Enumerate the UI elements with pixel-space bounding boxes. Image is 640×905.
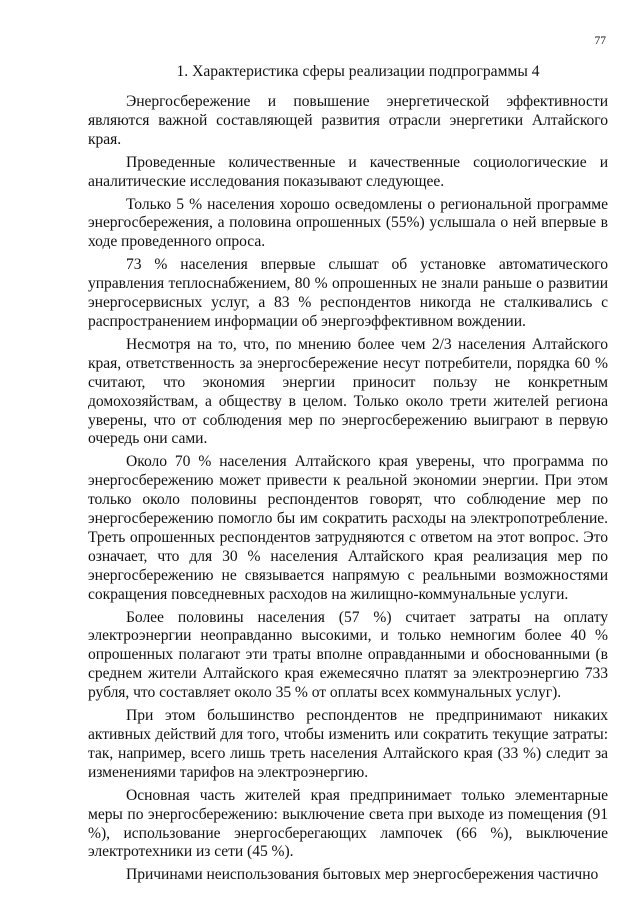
section-heading: 1. Характеристика сферы реализации подпрограммы 4 [176, 63, 540, 80]
page-number: 77 [594, 35, 606, 47]
paragraph: Энергосбережение и повышение энергетической эффективности являются важной составляющей развития отрасли энергетики Алтайского края. [88, 93, 608, 148]
paragraph: Несмотря на то, что, по мнению более чем 2/3 населения Алтайского края, ответственность за энергосбережение несут потребители, порядка 60 % считают, что экономия энергии приносит пользу не конкретным домохозяйствам, а обществу в целом. Только около трети жителей региона уверены, что от соблюдения мер по энергосбережению выиграют в первую очередь они сами. [88, 335, 608, 448]
document-body [88, 62, 608, 889]
paragraph: 73 % населения впервые слышат об установке автоматического управления теплоснабжением, 80 % опрошенных не знали раньше о развитии энергосервисных услуг, а 83 % респондентов никогда не сталкивались с распространением информации об энергоэффективном вождении. [88, 256, 608, 330]
paragraph: Проведенные количественные и качественные социологические и аналитические исследования показывают следующее. [88, 153, 608, 190]
paragraph: Основная часть жителей края предпринимает только элементарные меры по энергосбережению: выключение света при выходе из помещения (91 %), использование энергосберегающих лампочек (66 %), выключение электротехники из сети (45 %). [88, 786, 608, 861]
paragraph: Более половины населения (57 %) считает затраты на оплату электроэнергии неоправданно высокими, и только немногим более 40 % опрошенных полагают эти траты вполне оправданными и обоснованными (в среднем жители Алтайского края ежемесячно платят за электроэнергию 733 рубля, что составляет около 35 % от оплаты всех коммунальных услуг). [88, 608, 608, 702]
paragraph: Причинами неиспользования бытовых мер энергосбережения частично [126, 866, 599, 884]
paragraph: При этом большинство респондентов не предпринимают никаких активных действий для того, чтобы изменить или сократить текущие затраты: так, например, всего лишь треть населения Алтайского края (33 %) следит за изменениями тарифов на электроэнергию. [88, 707, 608, 781]
paragraph: Только 5 % населения хорошо осведомлены о региональной программе энергосбережения, а половина опрошенных (55%) услышала о ней впервые в ходе проведенного опроса. [88, 195, 608, 251]
paragraph: Около 70 % населения Алтайского края уверены, что программа по энергосбережению может привести к реальной экономии энергии. При этом только около половины респондентов говорят, что соблюдение мер по энергосбережению помогло бы им сократить расходы на электропотребление. Треть опрошенных респондентов затрудняются с ответом на этот вопрос. Это означает, что для 30 % населения Алтайского края реализация мер по энергосбережению не связывается напрямую с реальными возможностями сокращения повседневных расходов на жилищно-коммунальные услуги. [88, 453, 608, 603]
